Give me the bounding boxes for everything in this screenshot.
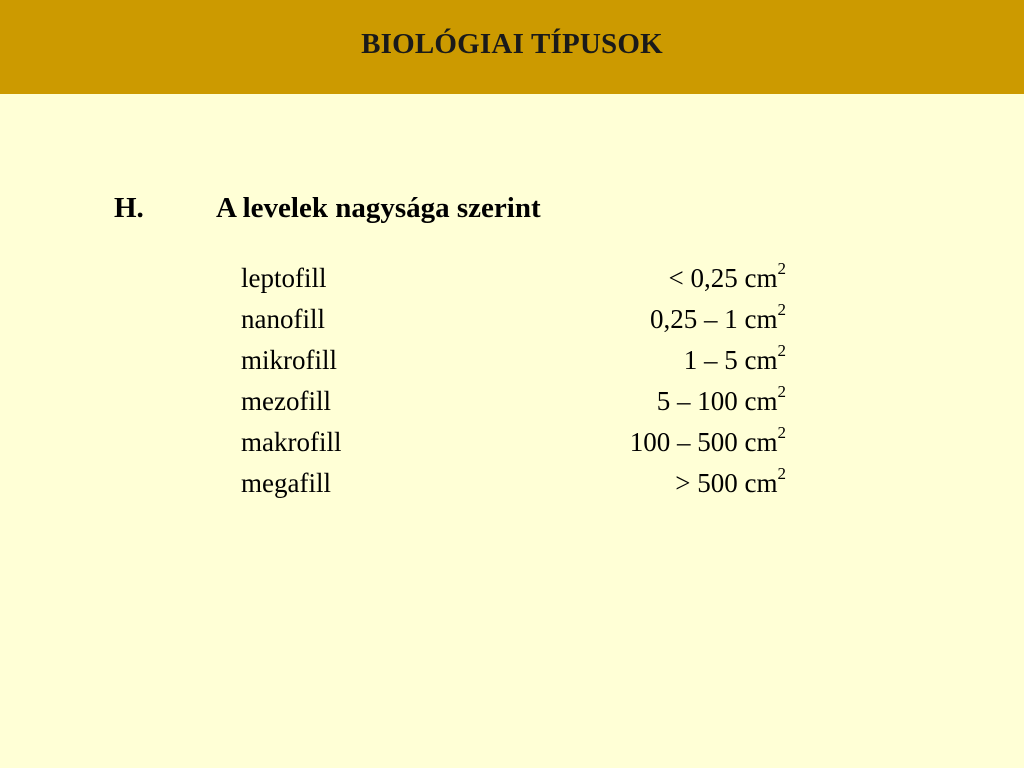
unit-exponent: 2: [777, 423, 786, 442]
section-heading: [0, 192, 1024, 228]
leaf-size-range-text: 0,25 – 1 cm: [650, 304, 778, 334]
leaf-size-name: makrofill: [241, 427, 342, 457]
leaf-size-row: [241, 299, 786, 340]
leaf-size-range: [630, 422, 786, 463]
leaf-size-range: [675, 463, 786, 504]
slide-title: BIOLÓGIAI TÍPUSOK: [361, 28, 663, 60]
leaf-size-range: [650, 299, 786, 340]
leaf-size-range-text: 1 – 5 cm: [683, 345, 778, 375]
leaf-size-row: [241, 422, 786, 463]
leaf-size-range: [684, 340, 786, 381]
leaf-size-name: mikrofill: [241, 345, 337, 375]
leaf-size-list: [241, 258, 786, 504]
leaf-size-range-text: 100 – 500 cm: [629, 427, 778, 457]
leaf-size-name: mezofill: [241, 386, 331, 416]
leaf-size-row: [241, 340, 786, 381]
leaf-size-name: leptofill: [241, 263, 327, 293]
leaf-size-range-text: < 0,25 cm: [668, 263, 778, 293]
unit-exponent: 2: [777, 259, 786, 278]
leaf-size-range-text: 5 – 100 cm: [656, 386, 778, 416]
leaf-size-range-text: > 500 cm: [675, 468, 778, 498]
leaf-size-range: [669, 258, 786, 299]
unit-exponent: 2: [777, 464, 786, 483]
leaf-size-name: nanofill: [241, 304, 325, 334]
leaf-size-row: [241, 258, 786, 299]
leaf-size-name: megafill: [241, 468, 331, 498]
leaf-size-row: [241, 381, 786, 422]
leaf-size-range: [657, 381, 786, 422]
unit-exponent: 2: [777, 341, 786, 360]
unit-exponent: 2: [777, 382, 786, 401]
title-bar: [0, 0, 1024, 94]
leaf-size-row: [241, 463, 786, 504]
section-letter: H.: [114, 192, 144, 224]
unit-exponent: 2: [777, 300, 786, 319]
section-title: A levelek nagysága szerint: [216, 192, 541, 224]
